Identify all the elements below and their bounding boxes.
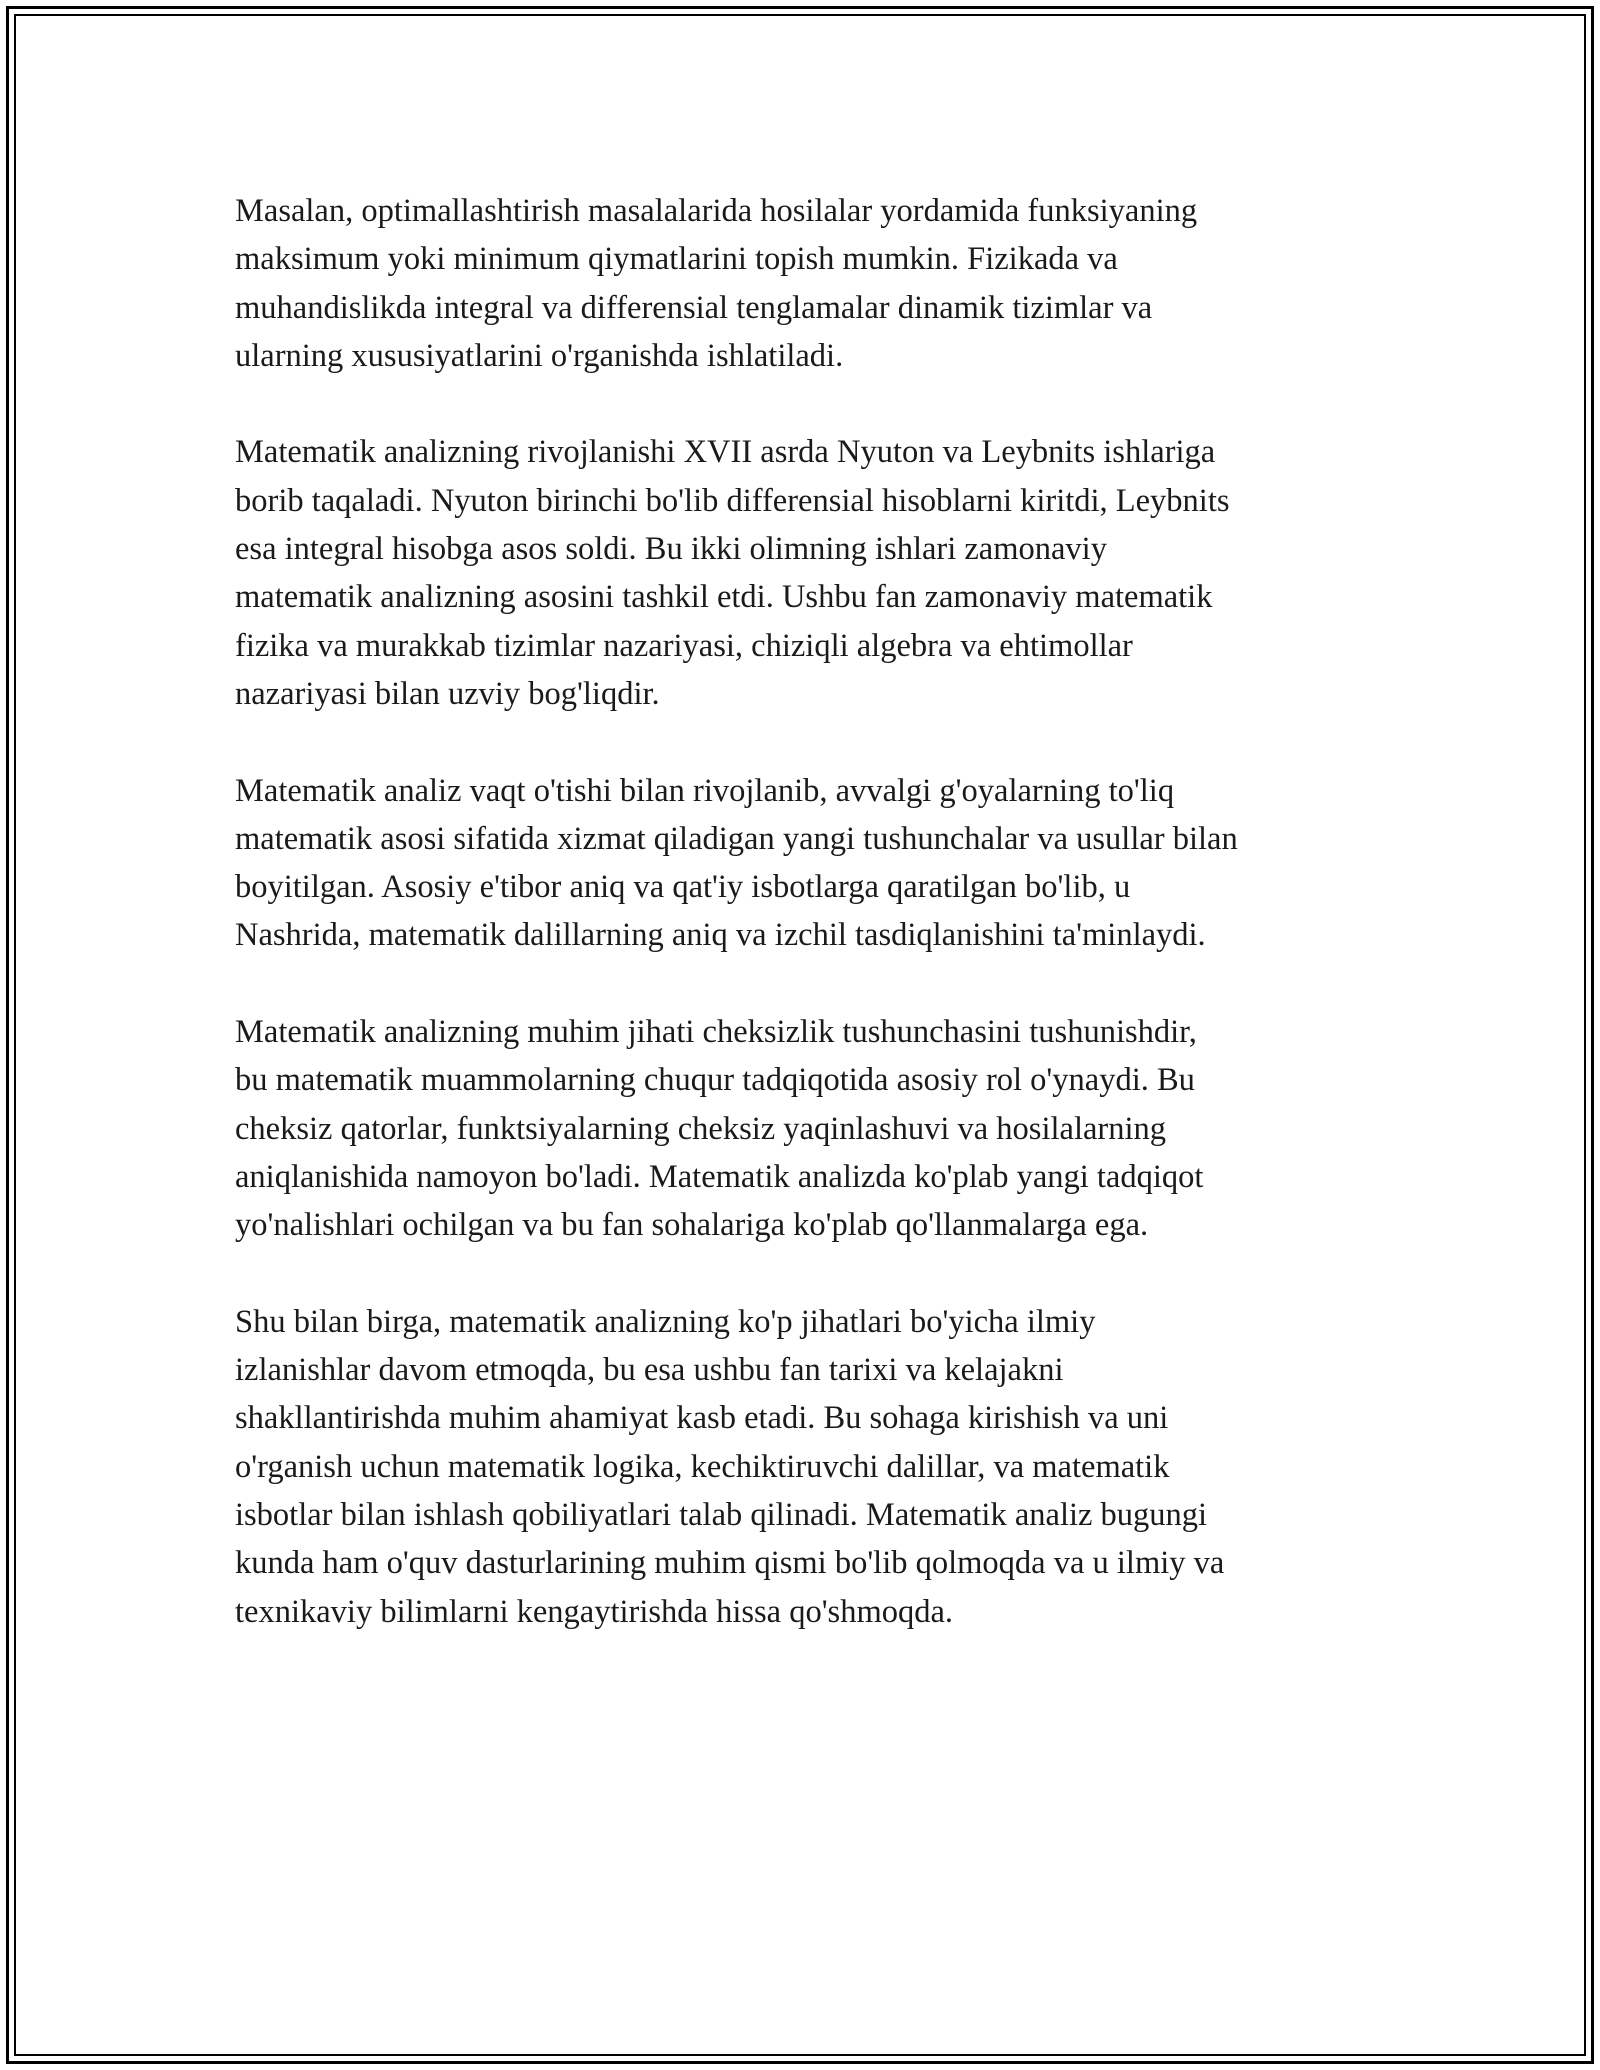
text-line: Nashrida, matematik dalillarning aniq va izchil tasdiqlanishini ta'minlaydi. xyxy=(235,917,1206,954)
text-line: Matematik analizning rivojlanishi XVII asrda Nyuton va Leybnits ishlariga xyxy=(235,434,1216,471)
text-line: muhandislikda integral va differensial tenglamalar dinamik tizimlar va xyxy=(235,289,1153,326)
text-line: isbotlar bilan ishlash qobiliyatlari talab qilinadi. Matematik analiz bugungi xyxy=(235,1497,1208,1534)
text-line: fizika va murakkab tizimlar nazariyasi, chiziqli algebra va ehtimollar xyxy=(235,627,1133,664)
text-line: aniqlanishida namoyon bo'ladi. Matematik analizda ko'plab yangi tadqiqot xyxy=(235,1158,1204,1195)
text-line: shakllantirishda muhim ahamiyat kasb etadi. Bu sohaga kirishish va uni xyxy=(235,1400,1169,1437)
text-line: izlanishlar davom etmoqda, bu esa ushbu fan tarixi va kelajakni xyxy=(235,1352,1064,1389)
text-line: matematik analizning asosini tashkil etdi. Ushbu fan zamonaviy matematik xyxy=(235,579,1213,616)
text-line: boyitilgan. Asosiy e'tibor aniq va qat'iy isbotlarga qaratilgan bo'lib, u xyxy=(235,869,1131,906)
text-line: borib taqaladi. Nyuton birinchi bo'lib differensial hisoblarni kiritdi, Leybnits xyxy=(235,482,1230,519)
text-line: Shu bilan birga, matematik analizning ko'p jihatlari bo'yicha ilmiy xyxy=(235,1303,1096,1340)
text-line: ularning xususiyatlarini o'rganishda ishlatiladi. xyxy=(235,337,844,374)
text-line: cheksiz qatorlar, funktsiyalarning cheksiz yaqinlashuvi va hosilalarning xyxy=(235,1110,1166,1147)
text-line: o'rganish uchun matematik logika, kechiktiruvchi dalillar, va matematik xyxy=(235,1448,1170,1485)
paragraph-2 xyxy=(235,428,1395,718)
document-body xyxy=(235,187,1395,1684)
text-line: nazariyasi bilan uzviy bog'liqdir. xyxy=(235,675,660,712)
text-line: Masalan, optimallashtirish masalalarida hosilalar yordamida funksiyaning xyxy=(235,193,1198,229)
text-line: Matematik analiz vaqt o'tishi bilan rivojlanib, avvalgi g'oyalarning to'liq xyxy=(235,772,1175,809)
paragraph-5 xyxy=(235,1298,1395,1636)
text-line: yo'nalishlari ochilgan va bu fan sohalariga ko'plab qo'llanmalarga ega. xyxy=(235,1207,1149,1244)
paragraph-4 xyxy=(235,1008,1395,1249)
text-line: kunda ham o'quv dasturlarining muhim qismi bo'lib qolmoqda va u ilmiy va xyxy=(235,1545,1225,1582)
paragraph-3 xyxy=(235,767,1395,960)
text-line: texnikaviy bilimlarni kengaytirishda hissa qo'shmoqda. xyxy=(235,1593,954,1630)
text-line: maksimum yoki minimum qiymatlarini topish mumkin. Fizikada va xyxy=(235,241,1118,278)
text-line: Matematik analizning muhim jihati cheksizlik tushunchasini tushunishdir, xyxy=(235,1014,1197,1051)
text-line: matematik asosi sifatida xizmat qiladigan yangi tushunchalar va usullar bilan xyxy=(235,820,1238,857)
text-line: esa integral hisobga asos soldi. Bu ikki olimning ishlari zamonaviy xyxy=(235,531,1107,568)
paragraph-1 xyxy=(235,187,1395,380)
text-line: bu matematik muammolarning chuqur tadqiqotida asosiy rol o'ynaydi. Bu xyxy=(235,1062,1195,1099)
